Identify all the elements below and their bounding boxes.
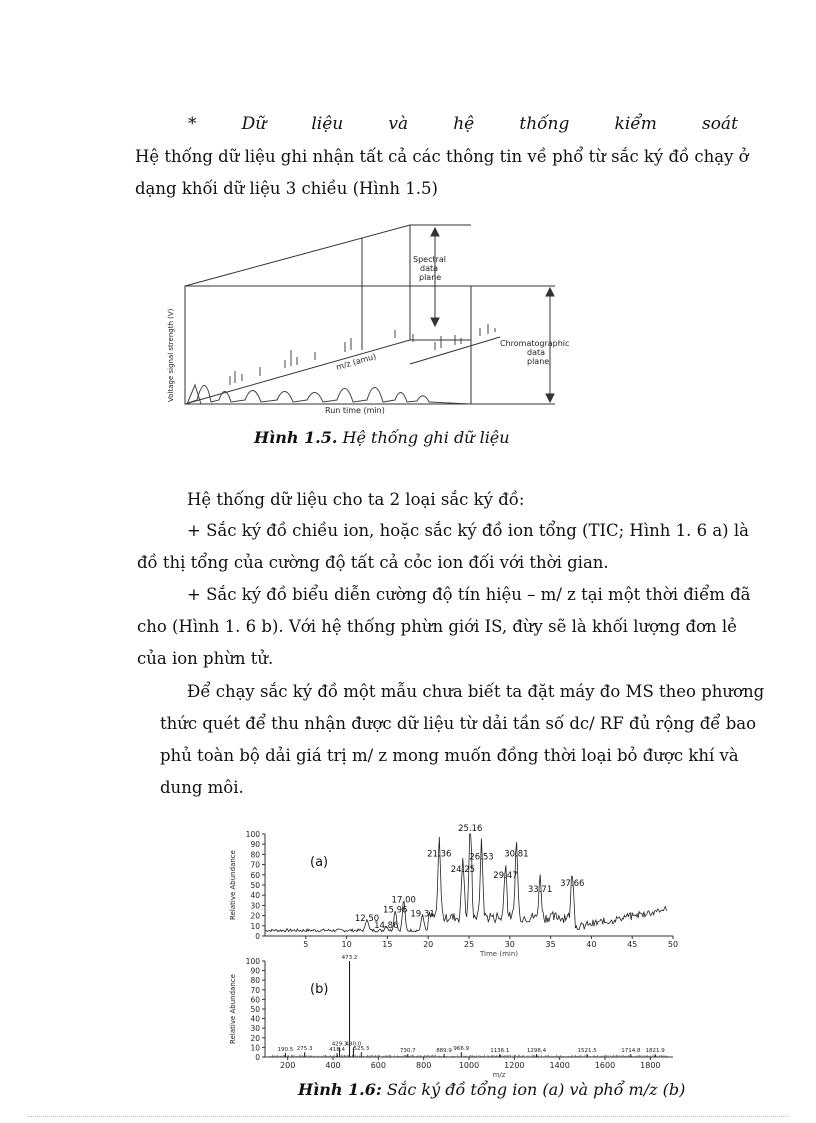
peak-label: 29.47 <box>493 870 518 881</box>
y-tick-label: 70 <box>250 860 260 870</box>
peak-label: 19.31 <box>410 909 435 920</box>
peak-label: 1298.4 <box>526 1048 547 1055</box>
intro-line-1: Hệ thống dữ liệu ghi nhận tất cả các thông tin về phổ từ sắc ký đồ chạy ở <box>135 147 749 166</box>
y-tick-label: 100 <box>245 957 260 966</box>
peak-label: 190.5 <box>277 1047 294 1054</box>
peak-label: 1714.8 <box>621 1048 641 1055</box>
peak-label: 1521.5 <box>577 1048 597 1055</box>
x-tick-label: 30 <box>504 940 515 949</box>
paragraph-4-line-4: dung môi. <box>160 778 244 797</box>
peak-label: 966.9 <box>453 1046 470 1053</box>
y-tick-label: 90 <box>250 840 260 850</box>
peak-label: 473.2 <box>341 955 358 961</box>
heading-word: soát <box>701 114 738 134</box>
peak-label: 21.36 <box>427 849 452 860</box>
x-axis-label: m/z <box>492 1071 506 1079</box>
x-tick-label: 10 <box>341 940 352 949</box>
paragraph-3-line-1: + Sắc ký đồ biểu diễn cường độ tín hiệu – m/ z tại một thời điểm đã <box>187 585 751 604</box>
x-tick-label: 40 <box>586 940 597 949</box>
peak-label: 525.3 <box>353 1046 370 1053</box>
y-tick-label: 100 <box>245 830 260 839</box>
x-tick-label: 35 <box>545 940 556 949</box>
peak-label: 1136.1 <box>490 1048 510 1055</box>
y-tick-label: 10 <box>250 921 260 931</box>
y-tick-label: 50 <box>250 881 260 890</box>
x-tick-label: 1800 <box>640 1061 661 1070</box>
yaxis-label: Voltage signal strength (V) <box>167 308 175 402</box>
y-tick-label: 70 <box>250 985 260 995</box>
y-tick-label: 80 <box>250 976 260 986</box>
peak-label: 33.71 <box>527 885 553 896</box>
x-axis-label: Time (min) <box>479 950 519 958</box>
x-tick-label: 20 <box>423 940 434 949</box>
peak-label: 15.96 <box>383 905 408 916</box>
heading-word: Dữ <box>241 114 267 134</box>
x-tick-label: 5 <box>303 940 309 949</box>
intro-line-2: dạng khối dữ liệu 3 chiều (Hình 1.5) <box>135 179 438 198</box>
y-tick-label: 40 <box>250 891 260 901</box>
peak-label: 418.4 <box>329 1047 345 1054</box>
x-tick-label: 15 <box>382 940 393 949</box>
caption-text: Hệ thống ghi dữ liệu <box>337 428 510 447</box>
chromatographic-label: plane <box>527 357 550 366</box>
x-tick-label: 1200 <box>504 1061 525 1070</box>
paragraph-4-line-2: thức quét để thu nhận được dữ liệu từ dải tần số dc/ RF đủ rộng để bao <box>160 714 757 733</box>
spectral-label: data <box>420 264 439 273</box>
y-tick-label: 0 <box>255 932 260 941</box>
peak-label: 1821.9 <box>645 1048 665 1055</box>
peak-label: 275.3 <box>296 1046 313 1053</box>
paragraph-3-line-3: của ion phừn tử. <box>137 649 274 668</box>
chromatogram-trace <box>185 385 471 404</box>
figure-1-5-diagram <box>155 210 615 425</box>
chart-b-mass-spectrum <box>225 955 685 1079</box>
caption-text: Sắc ký đồ tổng ion (a) và phổ m/z (b) <box>381 1080 686 1099</box>
peak-label: 889.9 <box>436 1048 452 1055</box>
panel-label: (b) <box>310 982 329 997</box>
x-tick-label: 200 <box>280 1061 296 1070</box>
panel-label: (a) <box>310 855 329 870</box>
y-axis-label: Relative Abundance <box>229 850 237 920</box>
chromatographic-label: data <box>527 348 546 357</box>
figure-1-6-caption <box>298 1080 685 1099</box>
peak-label: 37.66 <box>560 879 585 890</box>
y-tick-label: 90 <box>250 966 260 976</box>
caption-number: Hình 1.5. <box>254 428 338 447</box>
x-tick-label: 1400 <box>549 1061 570 1070</box>
peak-label: 17.00 <box>391 895 416 906</box>
x-tick-label: 45 <box>627 940 638 949</box>
y-tick-label: 30 <box>250 901 260 911</box>
x-tick-label: 600 <box>370 1061 386 1070</box>
x-tick-label: 800 <box>416 1061 432 1070</box>
chromatographic-label: Chromatographic <box>500 339 570 348</box>
x-tick-label: 50 <box>667 940 679 949</box>
y-tick-label: 80 <box>250 850 260 860</box>
peak-label: 30.81 <box>504 849 529 860</box>
peak-label: 25.16 <box>458 824 483 834</box>
caption-number: Hình 1.6: <box>298 1080 382 1099</box>
heading-word: hệ <box>453 114 475 134</box>
heading-star: * <box>188 114 197 134</box>
xaxis-label: Run time (min) <box>325 406 385 415</box>
peak-label: 24.25 <box>450 864 476 875</box>
paragraph-4-line-3: phủ toàn bộ dải giá trị m/ z mong muốn đồng thời loại bỏ được khí và <box>160 746 739 765</box>
heading-word: thống <box>519 114 570 134</box>
mz-label: m/z (amu) <box>335 351 378 372</box>
heading-word: kiểm <box>614 114 657 134</box>
spectral-label: Spectral <box>413 255 447 264</box>
paragraph-1: Hệ thống dữ liệu cho ta 2 loại sắc ký đồ: <box>187 490 525 509</box>
section-heading <box>188 114 738 134</box>
x-tick-label: 1600 <box>594 1061 616 1070</box>
tic-trace <box>265 834 666 932</box>
spectral-label: plane <box>419 273 442 282</box>
y-tick-label: 50 <box>250 1005 260 1014</box>
front-box <box>185 286 471 404</box>
page-bottom-divider <box>28 1116 788 1117</box>
paragraph-3-line-2: cho (Hình 1. 6 b). Với hệ thống phừn giới IS, đừy sẽ là khối lượng đơn lẻ <box>137 617 737 636</box>
peak-label: 26.53 <box>469 852 494 863</box>
x-tick-label: 25 <box>463 940 475 949</box>
paragraph-4-line-1: Để chạy sắc ký đồ một mẫu chưa biết ta đặt máy đo MS theo phương <box>187 682 765 701</box>
y-tick-label: 0 <box>255 1053 260 1062</box>
y-tick-label: 20 <box>250 911 260 921</box>
x-tick-label: 400 <box>325 1061 341 1070</box>
y-tick-label: 60 <box>250 995 260 1005</box>
y-tick-label: 60 <box>250 870 260 880</box>
y-tick-label: 30 <box>250 1024 260 1034</box>
y-tick-label: 20 <box>250 1033 260 1043</box>
peak-label: 490.0 <box>345 1041 362 1048</box>
paragraph-2-line-1: + Sắc ký đồ chiều ion, hoặc sắc ký đồ ion tổng (TIC; Hình 1. 6 a) là <box>187 521 749 540</box>
peak-label: 429.3 <box>331 1041 348 1048</box>
y-tick-label: 40 <box>250 1014 260 1024</box>
heading-word: và <box>388 114 409 134</box>
peak-label: 12.50 <box>354 913 380 924</box>
x-tick-label: 1000 <box>458 1061 480 1070</box>
heading-word: liệu <box>311 114 344 134</box>
peak-label: 14.86 <box>374 920 399 931</box>
peak-label: 730.7 <box>399 1048 416 1055</box>
y-axis-label: Relative Abundance <box>229 974 237 1044</box>
paragraph-2-line-2: đồ thị tổng của cường độ tất cả cỏc ion đối với thời gian. <box>137 553 609 572</box>
y-tick-label: 10 <box>250 1043 260 1053</box>
figure-1-5-caption <box>254 428 510 447</box>
